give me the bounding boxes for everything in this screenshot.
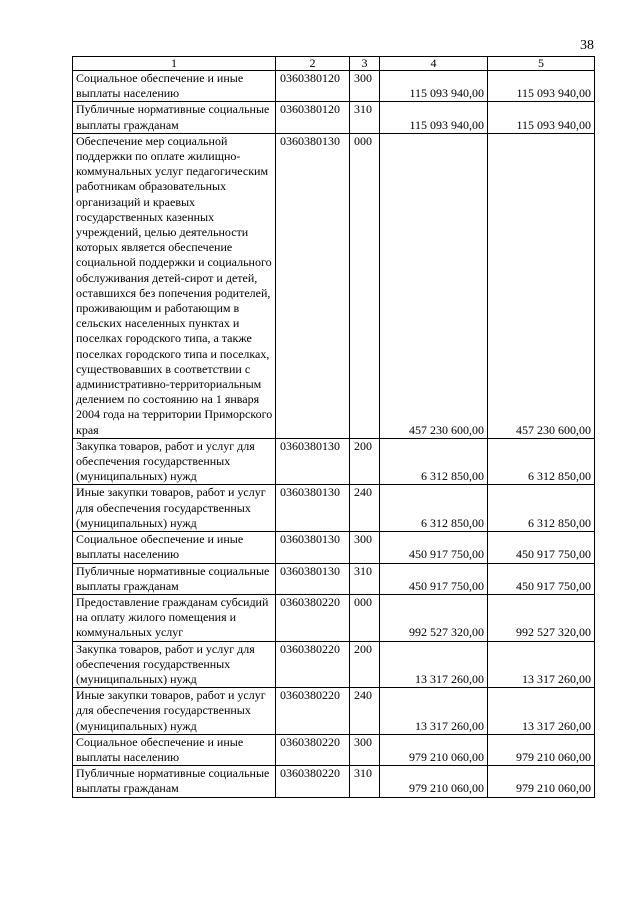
- row-amount-4: 979 210 060,00: [380, 766, 488, 797]
- row-amount-4: 6 312 850,00: [380, 485, 488, 532]
- row-name: Социальное обеспечение и иные выплаты населению: [73, 532, 276, 563]
- row-code: 0360380130: [276, 438, 350, 485]
- row-amount-5: 13 317 260,00: [488, 641, 595, 688]
- table-row: [73, 438, 595, 485]
- row-amount-4: 457 230 600,00: [380, 133, 488, 438]
- row-amount-5: 979 210 060,00: [488, 734, 595, 765]
- row-type: 200: [350, 641, 380, 688]
- row-type: 240: [350, 485, 380, 532]
- row-amount-5: 450 917 750,00: [488, 563, 595, 594]
- row-type: 300: [350, 532, 380, 563]
- row-type: 240: [350, 688, 380, 735]
- header-col-4: 4: [380, 57, 488, 71]
- row-type: 310: [350, 102, 380, 133]
- header-col-3: 3: [350, 57, 380, 71]
- row-name: Публичные нормативные социальные выплаты гражданам: [73, 563, 276, 594]
- row-name: Закупка товаров, работ и услуг для обеспечения государственных (муниципальных) нужд: [73, 438, 276, 485]
- table-header: [73, 57, 595, 71]
- row-code: 0360380220: [276, 594, 350, 641]
- row-name: Обеспечение мер социальной поддержки по оплате жилищно-коммунальных услуг педагогическим работникам образовательных организаций и краевых государственных казенных учреждений, целью деятельности которых является обеспечение социальной поддержки и социального обслуживания детей-сирот и детей, оставшихся без попечения родителей, проживающим и работающим в сельских населенных пунктах и поселках городского типа, а также поселках городского типа и поселках, существовавших в соответствии с административно-территориальным делением по состоянию на 1 января 2004 года на территории Приморского края: [73, 133, 276, 438]
- row-type: 310: [350, 766, 380, 797]
- row-type: 300: [350, 734, 380, 765]
- row-amount-4: 115 093 940,00: [380, 102, 488, 133]
- row-code: 0360380130: [276, 563, 350, 594]
- row-code: 0360380220: [276, 766, 350, 797]
- table-row: [73, 641, 595, 688]
- row-name: Публичные нормативные социальные выплаты гражданам: [73, 102, 276, 133]
- row-type: 000: [350, 594, 380, 641]
- header-col-5: 5: [488, 57, 595, 71]
- row-amount-5: 450 917 750,00: [488, 532, 595, 563]
- budget-table: [72, 56, 595, 798]
- row-name: Социальное обеспечение и иные выплаты населению: [73, 734, 276, 765]
- row-amount-4: 115 093 940,00: [380, 71, 488, 102]
- row-type: 200: [350, 438, 380, 485]
- row-code: 0360380130: [276, 532, 350, 563]
- header-row: [73, 57, 595, 71]
- row-code: 0360380120: [276, 102, 350, 133]
- table-row: [73, 766, 595, 797]
- row-amount-4: 450 917 750,00: [380, 563, 488, 594]
- table-row: [73, 102, 595, 133]
- row-amount-4: 979 210 060,00: [380, 734, 488, 765]
- row-amount-4: 992 527 320,00: [380, 594, 488, 641]
- header-col-1: 1: [73, 57, 276, 71]
- row-name: Предоставление гражданам субсидий на оплату жилого помещения и коммунальных услуг: [73, 594, 276, 641]
- row-amount-5: 115 093 940,00: [488, 102, 595, 133]
- row-code: 0360380130: [276, 133, 350, 438]
- header-col-2: 2: [276, 57, 350, 71]
- table-row: [73, 688, 595, 735]
- table-row: [73, 594, 595, 641]
- row-name: Иные закупки товаров, работ и услуг для обеспечения государственных (муниципальных) нужд: [73, 688, 276, 735]
- row-code: 0360380220: [276, 688, 350, 735]
- row-type: 310: [350, 563, 380, 594]
- row-type: 000: [350, 133, 380, 438]
- row-name: Закупка товаров, работ и услуг для обеспечения государственных (муниципальных) нужд: [73, 641, 276, 688]
- row-code: 0360380220: [276, 641, 350, 688]
- row-code: 0360380120: [276, 71, 350, 102]
- row-amount-5: 992 527 320,00: [488, 594, 595, 641]
- row-amount-5: 6 312 850,00: [488, 485, 595, 532]
- table-row: [73, 532, 595, 563]
- row-amount-5: 13 317 260,00: [488, 688, 595, 735]
- table-body: [73, 71, 595, 798]
- page-number: 38: [580, 38, 594, 53]
- table-row: [73, 485, 595, 532]
- row-name: Социальное обеспечение и иные выплаты населению: [73, 71, 276, 102]
- table-row: [73, 133, 595, 438]
- row-amount-4: 13 317 260,00: [380, 641, 488, 688]
- table-row: [73, 71, 595, 102]
- row-code: 0360380220: [276, 734, 350, 765]
- row-type: 300: [350, 71, 380, 102]
- row-amount-5: 115 093 940,00: [488, 71, 595, 102]
- row-amount-5: 457 230 600,00: [488, 133, 595, 438]
- row-name: Иные закупки товаров, работ и услуг для обеспечения государственных (муниципальных) нужд: [73, 485, 276, 532]
- row-code: 0360380130: [276, 485, 350, 532]
- row-amount-4: 13 317 260,00: [380, 688, 488, 735]
- table-row: [73, 734, 595, 765]
- row-amount-4: 450 917 750,00: [380, 532, 488, 563]
- row-amount-5: 6 312 850,00: [488, 438, 595, 485]
- row-amount-5: 979 210 060,00: [488, 766, 595, 797]
- table-row: [73, 563, 595, 594]
- row-amount-4: 6 312 850,00: [380, 438, 488, 485]
- row-name: Публичные нормативные социальные выплаты гражданам: [73, 766, 276, 797]
